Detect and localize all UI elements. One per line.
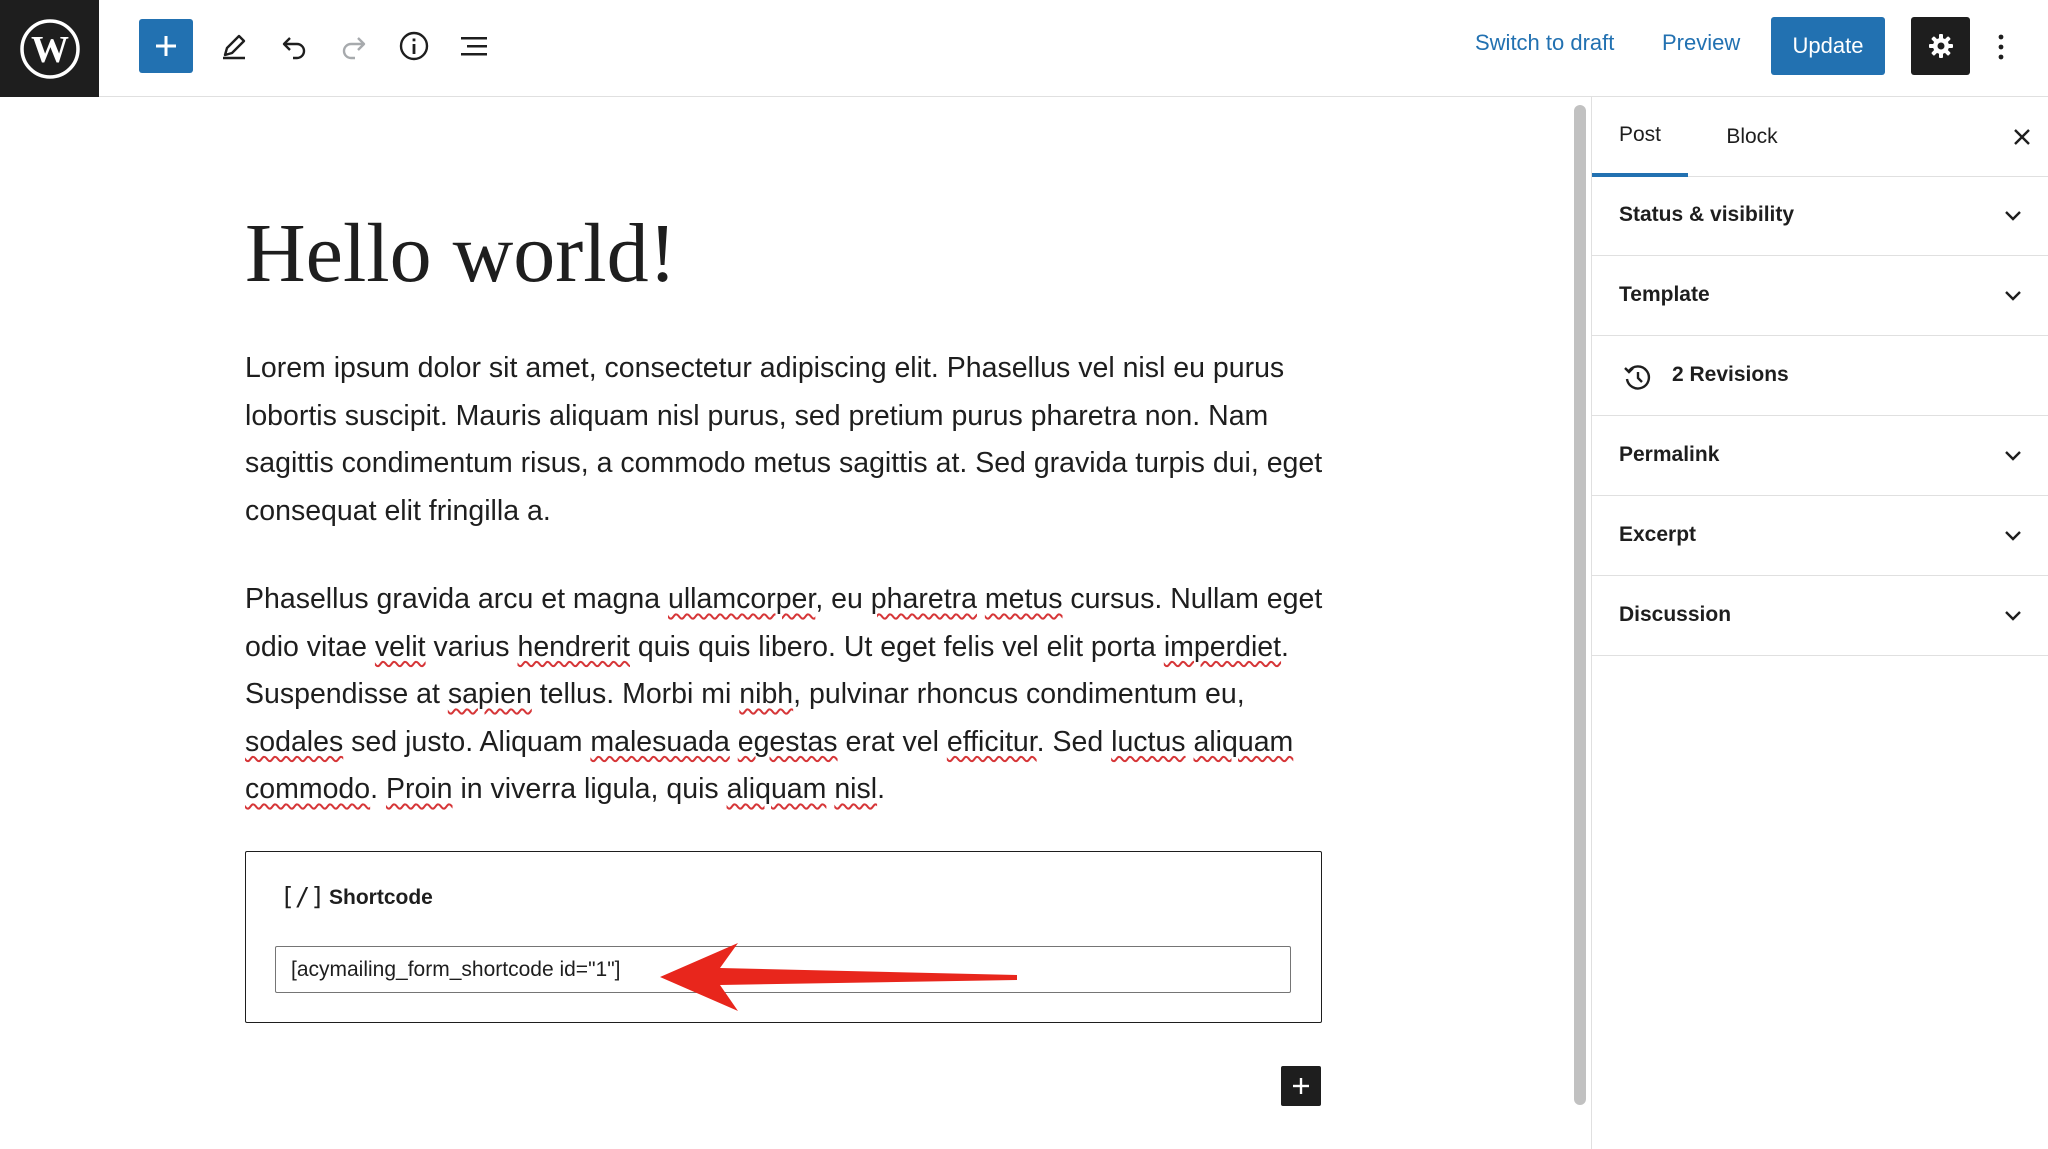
- paragraph-block[interactable]: [245, 576, 1330, 814]
- paragraph-block[interactable]: Lorem ipsum dolor sit amet, consectetur adipiscing elit. Phasellus vel nisl eu purus lobortis suscipit. Mauris aliquam nisl purus, sed pretium purus pharetra non. Nam sagittis condimentum risus, a commodo metus sagittis at. Sed gravida turpis dui, eget consequat elit fringilla a.: [245, 352, 1323, 527]
- panel-title: Discussion: [1619, 603, 1732, 626]
- paragraph-text: varius: [425, 630, 518, 663]
- misspelled-word: hendrerit: [517, 630, 630, 663]
- history-icon: [1622, 362, 1654, 394]
- chevron-down-icon: [2002, 205, 2024, 227]
- panel-title: Status & visibility: [1619, 203, 1795, 226]
- chevron-down-icon: [2002, 445, 2024, 467]
- misspelled-word: metus: [984, 583, 1063, 615]
- chevron-down-icon: [2002, 605, 2024, 627]
- misspelled-word: malesuada: [590, 725, 730, 758]
- chevron-down-icon: [2002, 285, 2024, 307]
- tab-post[interactable]: Post: [1592, 97, 1688, 177]
- misspelled-word: aliquam: [1193, 725, 1294, 758]
- misspelled-word: ullamcorper: [668, 583, 816, 615]
- paragraph-text: tellus. Morbi mi: [531, 678, 740, 710]
- panel-title: Excerpt: [1619, 523, 1697, 546]
- gear-icon: [1926, 31, 1956, 61]
- list-view-button[interactable]: [447, 19, 501, 73]
- misspelled-word: luctus: [1111, 725, 1186, 758]
- close-sidebar-button[interactable]: [2004, 119, 2040, 155]
- switch-to-draft-button[interactable]: Switch to draft: [1475, 30, 1615, 55]
- panel-excerpt[interactable]: [1592, 497, 2048, 576]
- misspelled-word: efficitur: [946, 725, 1037, 758]
- list-view-icon: [458, 30, 490, 62]
- pencil-icon: [219, 31, 249, 61]
- settings-button[interactable]: [1911, 17, 1970, 75]
- editor-canvas: [0, 97, 1568, 1149]
- undo-icon: [279, 31, 309, 61]
- paragraph-text: in viverra ligula, quis: [452, 773, 727, 805]
- misspelled-word: imperdiet: [1163, 630, 1282, 663]
- editor-scrollbar[interactable]: [1568, 97, 1592, 1149]
- misspelled-word: Proin: [385, 773, 453, 805]
- panel-title: 2 Revisions: [1672, 363, 1789, 386]
- sidebar-tabs: [1592, 97, 2048, 177]
- panel-revisions[interactable]: [1592, 337, 2048, 416]
- chevron-down-icon: [2002, 525, 2024, 547]
- paragraph-text: . Suspendisse at: [245, 630, 1289, 710]
- paragraph-text: .: [370, 773, 386, 805]
- panel-discussion[interactable]: [1592, 577, 2048, 656]
- panel-status-visibility[interactable]: [1592, 177, 2048, 256]
- svg-text:W: W: [30, 28, 69, 71]
- shortcode-block-label: Shortcode: [329, 886, 433, 909]
- tab-block[interactable]: Block: [1726, 125, 1778, 148]
- more-vertical-icon: [1997, 33, 2005, 61]
- misspelled-word: sapien: [447, 678, 532, 710]
- preview-button[interactable]: Preview: [1662, 30, 1741, 55]
- misspelled-word: pharetra: [870, 583, 977, 615]
- paragraph-text: , pulvinar rhoncus condimentum eu,: [793, 678, 1245, 710]
- paragraph-text: Phasellus gravida arcu et magna: [245, 583, 668, 615]
- paragraph-text: . Sed: [1036, 725, 1112, 758]
- paragraph-text: erat vel: [837, 725, 947, 758]
- paragraph-text: [730, 726, 738, 758]
- close-icon: [2012, 127, 2032, 147]
- redo-button[interactable]: [327, 19, 381, 73]
- panel-title: Template: [1619, 283, 1710, 306]
- paragraph-text: cursus. Nullam eget odio vitae: [245, 583, 1323, 663]
- update-button[interactable]: Update: [1771, 17, 1885, 75]
- options-button[interactable]: [1986, 22, 2016, 72]
- misspelled-word: sodales: [245, 725, 344, 758]
- panel-permalink[interactable]: [1592, 417, 2048, 496]
- misspelled-word: egestas: [737, 725, 838, 758]
- info-icon: [398, 30, 430, 62]
- wordpress-logo-icon[interactable]: [0, 0, 99, 97]
- undo-button[interactable]: [267, 19, 321, 73]
- misspelled-word: commodo: [245, 773, 371, 805]
- redo-icon: [339, 31, 369, 61]
- append-block-button[interactable]: [1281, 1066, 1321, 1106]
- red-arrow-annotation: [650, 937, 1030, 1017]
- details-button[interactable]: [387, 19, 441, 73]
- misspelled-word: nisl: [834, 773, 878, 805]
- scrollbar-thumb[interactable]: [1574, 105, 1586, 1105]
- misspelled-word: velit: [374, 630, 426, 663]
- shortcode-icon: [/]: [280, 882, 326, 911]
- paragraph-text: , eu: [815, 583, 871, 615]
- paragraph-text: .: [877, 773, 885, 805]
- paragraph-text: [977, 583, 985, 615]
- block-inserter-button[interactable]: [139, 19, 193, 73]
- tools-button[interactable]: [207, 19, 261, 73]
- paragraph-text: quis quis libero. Ut eget felis vel elit porta: [629, 630, 1164, 663]
- panel-title: Permalink: [1619, 443, 1720, 466]
- misspelled-word: aliquam: [726, 773, 827, 805]
- plus-icon: [1290, 1075, 1312, 1097]
- panel-template[interactable]: [1592, 257, 2048, 336]
- plus-icon: [152, 32, 180, 60]
- settings-sidebar: [1592, 97, 2048, 1149]
- post-title[interactable]: Hello world!: [245, 207, 677, 300]
- misspelled-word: nibh: [739, 678, 794, 710]
- editor-header: [0, 0, 2048, 97]
- paragraph-text: sed justo. Aliquam: [343, 725, 591, 758]
